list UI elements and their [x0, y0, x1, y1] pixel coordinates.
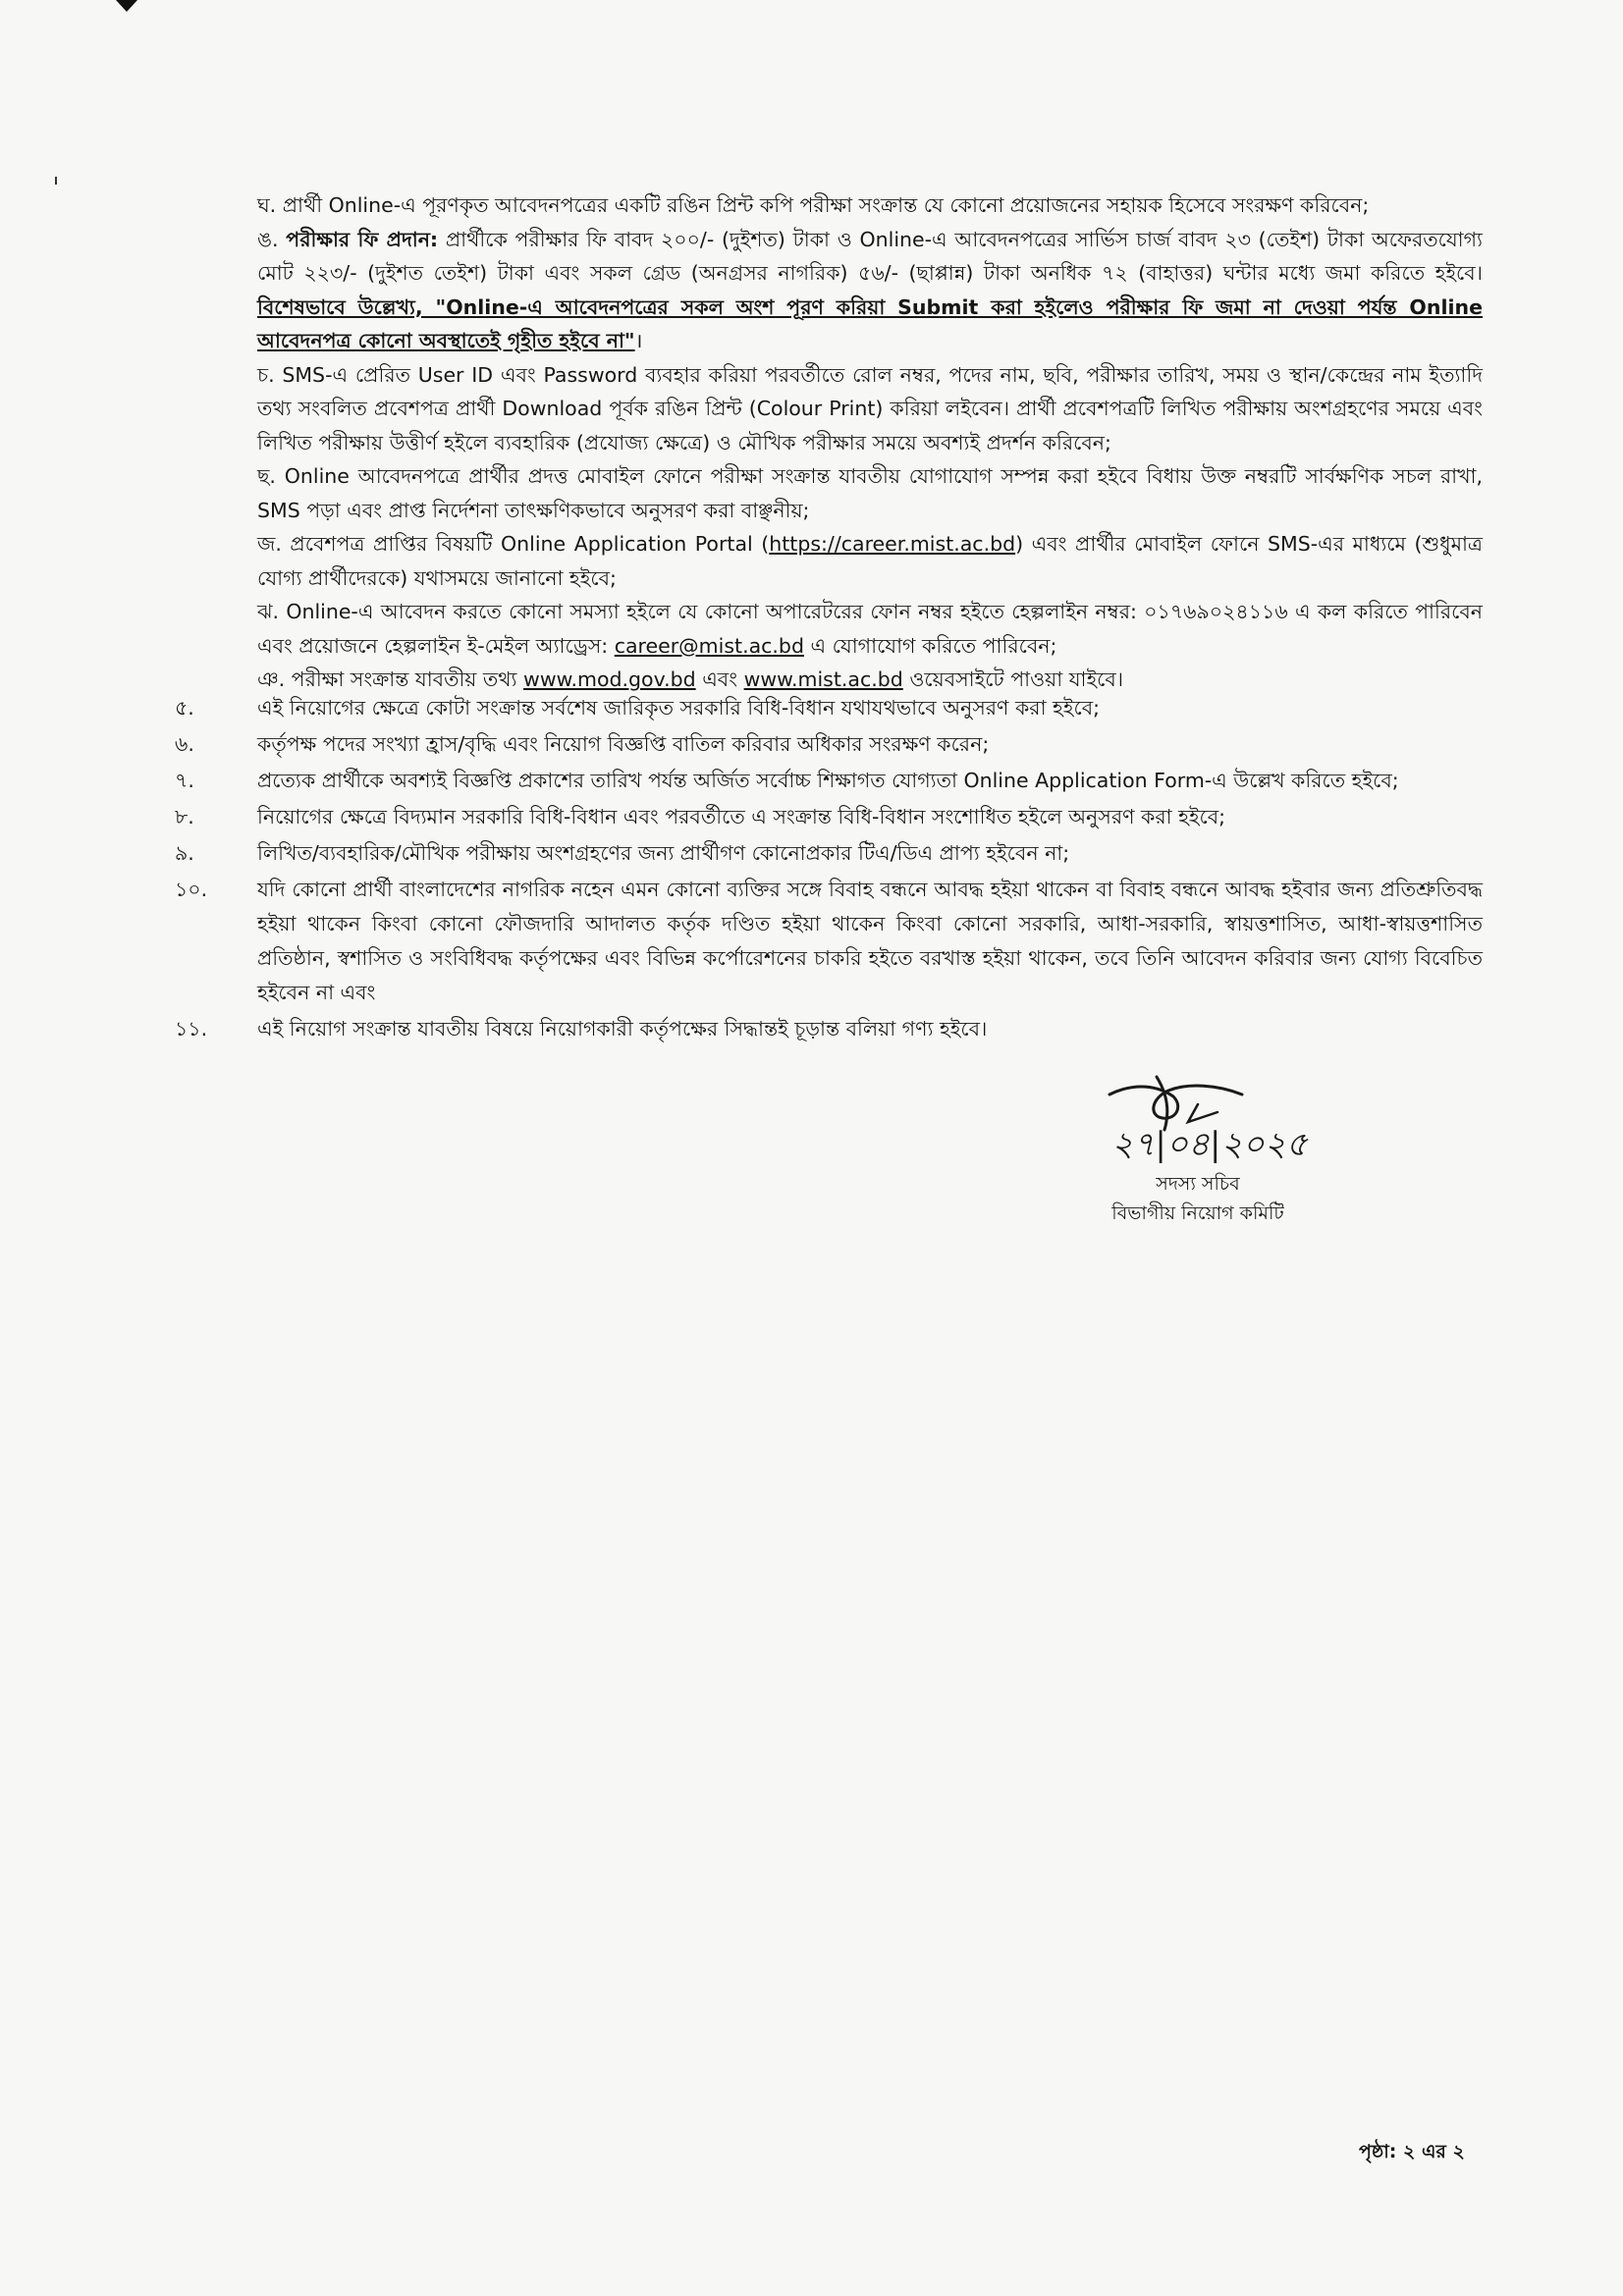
- clause-item: [175, 836, 1483, 871]
- clause-number: ৭.: [175, 769, 194, 792]
- signature-date: ২৭|০৪|২০২৫: [1111, 1125, 1308, 1164]
- clause-number: ৫.: [175, 696, 194, 720]
- clause-number: ১০.: [175, 878, 208, 901]
- clause-number: ৮.: [175, 805, 194, 828]
- mist-website-link[interactable]: www.mist.ac.bd: [743, 667, 903, 691]
- sub-item-nya-text: ঞ. পরীক্ষা সংক্রান্ত যাবতীয় তথ্য: [257, 667, 517, 691]
- sub-item-ja-text: জ. প্রবেশপত্র প্রাপ্তির বিষয়টি Online Application Portal (: [257, 532, 770, 556]
- sub-item-ja: [257, 527, 1483, 595]
- career-portal-link[interactable]: https://career.mist.ac.bd: [769, 532, 1016, 556]
- sub-item-jha: [257, 595, 1483, 663]
- clause-number: ৬.: [175, 732, 194, 756]
- clause-item: [175, 727, 1483, 762]
- sub-item-nya-text-end: ওয়েবসাইটে পাওয়া যাইবে।: [909, 667, 1124, 691]
- sub-item-gha: ঘ. প্রার্থী Online-এ পূরণকৃত আবেদনপত্রের একটি রঙিন প্রিন্ট কপি পরীক্ষা সংক্রান্ত যে কোনো প্রয়োজনের সহায়ক হিসেবে সংরক্ষণ করিবেন;: [257, 193, 1370, 217]
- clause-text: কর্তৃপক্ষ পদের সংখ্যা হ্রাস/বৃদ্ধি এবং নিয়োগ বিজ্ঞপ্তি বাতিল করিবার অধিকার সংরক্ষণ করেন;: [257, 732, 990, 756]
- clause-item: [175, 873, 1483, 1010]
- signatory-title: সদস্য সচিব: [1156, 1173, 1240, 1195]
- sub-item-umo-prefix: ঙ.: [257, 227, 279, 251]
- clause-number: ১১.: [175, 1017, 208, 1041]
- sub-item-umo: [257, 223, 1483, 358]
- sub-item-ja-text-end: ) এবং প্রার্থীর মোবাইল ফোনে SMS-এর মাধ্যমে (শুধুমাত্র যোগ্য প্রার্থীদেরকে) যথাসময়ে জানানো হইবে;: [257, 532, 1483, 590]
- stray-mark: [55, 177, 57, 185]
- mod-website-link[interactable]: www.mod.gov.bd: [523, 667, 696, 691]
- clause-item: [175, 1012, 1483, 1046]
- clause-item: [175, 800, 1483, 834]
- page-number: পৃষ্ঠা: ২ এর ২: [1359, 2141, 1465, 2163]
- clause-text: নিয়োগের ক্ষেত্রে বিদ্যমান সরকারি বিধি-বিধান এবং পরবর্তীতে এ সংক্রান্ত বিধি-বিধান সংশোধিত হইলে অনুসরণ করা হইবে;: [257, 805, 1226, 828]
- sub-item-jha-text: ঝ. Online-এ আবেদন করতে কোনো সমস্যা হইলে যে কোনো অপারেটরের ফোন নম্বর হইতে হেল্পলাইন নম্বর: ০১৭৬৯০২৪১১৬ এ কল করিতে পারিবেন এবং প্রয়োজনে হেল্পলাইন ই-মেইল অ্যাড্রেস:: [257, 600, 1483, 658]
- corner-mark: [116, 0, 137, 12]
- exam-fee-emphasis: বিশেষভাবে উল্লেখ্য, "Online-এ আবেদনপত্রের সকল অংশ পূরণ করিয়া Submit করা হইলেও পরীক্ষার ফি জমা না দেওয়া পর্যন্ত Online আবেদনপত্র কোনো অবস্থাতেই গৃহীত হইবে না": [257, 294, 1483, 352]
- exam-fee-heading: পরীক্ষার ফি প্রদান:: [286, 227, 439, 251]
- signature-block: [1070, 1065, 1325, 1227]
- signatory-committee: বিভাগীয় নিয়োগ কমিটি: [1111, 1202, 1284, 1224]
- clause-text: লিখিত/ব্যবহারিক/মৌখিক পরীক্ষায় অংশগ্রহণের জন্য প্রার্থীগণ কোনোপ্রকার টিএ/ডিএ প্রাপ্য হইবেন না;: [257, 841, 1070, 865]
- signature-graphic: [1080, 1065, 1316, 1168]
- clause-item: [175, 691, 1483, 725]
- sub-item-jha-text-end: এ যোগাযোগ করিতে পারিবেন;: [810, 633, 1057, 658]
- clause-number: ৯.: [175, 841, 194, 865]
- clause-text: এই নিয়োগ সংক্রান্ত যাবতীয় বিষয়ে নিয়োগকারী কর্তৃপক্ষের সিদ্ধান্তই চূড়ান্ত বলিয়া গণ্য হইবে।: [257, 1017, 988, 1041]
- sub-item-nya-mid: এবং: [702, 667, 738, 691]
- sub-item-cha: চ. SMS-এ প্রেরিত User ID এবং Password ব্যবহার করিয়া পরবর্তীতে রোল নম্বর, পদের নাম, ছবি, পরীক্ষার তারিখ, সময় ও স্থান/কেন্দ্রের নাম ইত্যাদি তথ্য সংবলিত প্রবেশপত্র প্রার্থী Download পূর্বক রঙিন প্রিন্ট (Colour Print) করিয়া লইবেন। প্রার্থী প্রবেশপত্রটি লিখিত পরীক্ষায় অংশগ্রহণের সময়ে এবং লিখিত পরীক্ষায় উত্তীর্ণ হইলে ব্যবহারিক (প্রযোজ্য ক্ষেত্রে) ও মৌখিক পরীক্ষার সময়ে অবশ্যই প্রদর্শন করিবেন;: [257, 362, 1483, 454]
- clause-text: প্রত্যেক প্রার্থীকে অবশ্যই বিজ্ঞপ্তি প্রকাশের তারিখ পর্যন্ত অর্জিত সর্বোচ্চ শিক্ষাগত যোগ্যতা Online Application Form-এ উল্লেখ করিতে হইবে;: [257, 769, 1399, 792]
- helpline-email-link[interactable]: career@mist.ac.bd: [614, 633, 804, 658]
- exam-fee-text: প্রার্থীকে পরীক্ষার ফি বাবদ ২০০/- (দুইশত) টাকা ও Online-এ আবেদনপত্রের সার্ভিস চার্জ বাবদ ২৩ (তেইশ) টাকা অফেরতযোগ্য মোট ২২৩/- (দুইশত তেইশ) টাকা এবং সকল গ্রেড (অনগ্রসর নাগরিক) ৫৬/- (ছাপ্পান্ন) টাকা অনধিক ৭২ (বাহাত্তর) ঘন্টার মধ্যে জমা করিতে হইবে।: [257, 227, 1483, 285]
- sub-items-block: [257, 188, 1483, 697]
- sub-item-chha: ছ. Online আবেদনপত্রে প্রার্থীর প্রদত্ত মোবাইল ফোনে পরীক্ষা সংক্রান্ত যাবতীয় যোগাযোগ সম্পন্ন করা হইবে বিধায় উক্ত নম্বরটি সার্বক্ষণিক সচল রাখা, SMS পড়া এবং প্রাপ্ত নির্দেশনা তাৎক্ষণিকভাবে অনুসরণ করা বাঞ্ছনীয়;: [257, 464, 1483, 522]
- numbered-clauses: [175, 691, 1483, 1048]
- clause-text: যদি কোনো প্রার্থী বাংলাদেশের নাগরিক নহেন এমন কোনো ব্যক্তির সঙ্গে বিবাহ বন্ধনে আবদ্ধ হইয়া থাকেন বা বিবাহ বন্ধনে আবদ্ধ হইবার জন্য প্রতিশ্রুতিবদ্ধ হইয়া থাকেন কিংবা কোনো ফৌজদারি আদালত কর্তৃক দণ্ডিত হইয়া থাকেন কিংবা কোনো সরকারি, আধা-সরকারি, স্বায়ত্তশাসিত, আধা-স্বায়ত্তশাসিত প্রতিষ্ঠান, স্বশাসিত ও সংবিধিবদ্ধ কর্তৃপক্ষের এবং বিভিন্ন কর্পোরেশনের চাকরি হইতে বরখাস্ত হইয়া থাকেন, তবে তিনি আবেদন করিবার জন্য যোগ্য বিবেচিত হইবেন না এবং: [257, 878, 1483, 1004]
- exam-fee-end: ।: [634, 329, 643, 352]
- clause-item: [175, 764, 1483, 798]
- clause-text: এই নিয়োগের ক্ষেত্রে কোটা সংক্রান্ত সর্বশেষ জারিকৃত সরকারি বিধি-বিধান যথাযথভাবে অনুসরণ করা হইবে;: [257, 696, 1101, 720]
